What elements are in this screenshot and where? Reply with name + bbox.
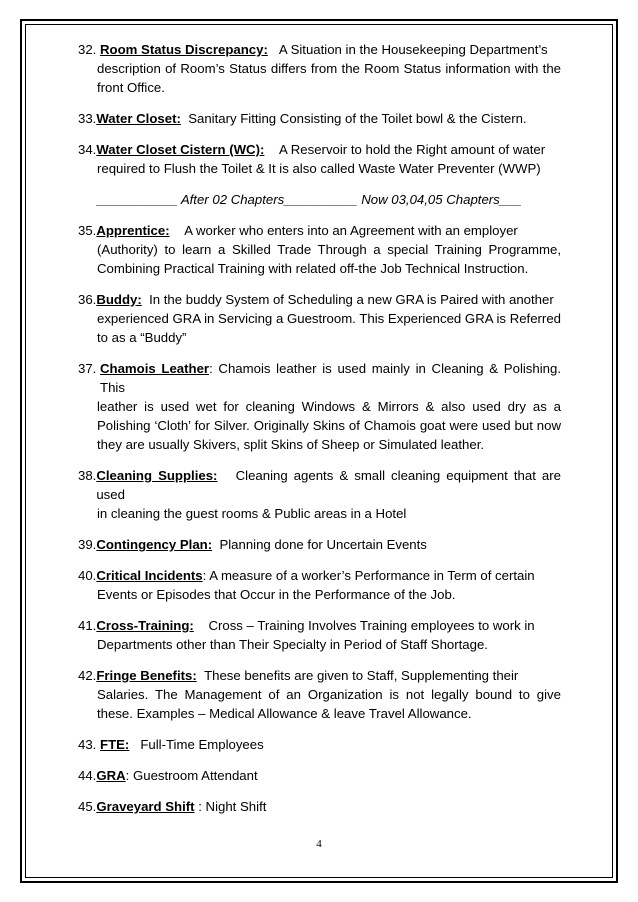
entry-definition-start: Full-Time Employees xyxy=(140,737,264,752)
entry-term: Fringe Benefits: xyxy=(96,668,197,683)
entry-number: 42. xyxy=(78,668,97,683)
entry-term: Chamois Leather xyxy=(100,361,210,376)
entry-definition-continued: in cleaning the guest rooms & Public areas in a Hotel xyxy=(97,506,407,521)
entry-term: Water Closet: xyxy=(96,111,181,126)
glossary-entry-34 xyxy=(78,140,561,178)
glossary-entry-43 xyxy=(78,735,561,754)
entry-number: 34. xyxy=(78,142,97,157)
entry-number: 38. xyxy=(78,468,97,483)
glossary-entry-44 xyxy=(78,766,561,785)
glossary-entry-42 xyxy=(78,666,561,723)
entry-definition-continued: required to Flush the Toilet & It is also called Waste Water Preventer (WWP) xyxy=(97,161,541,176)
entry-number: 40. xyxy=(78,568,97,583)
entry-definition-start: : Night Shift xyxy=(198,799,267,814)
entry-definition-start: : A measure of a worker’s Performance in Term of certain xyxy=(202,568,535,583)
entry-number: 35. xyxy=(78,223,97,238)
entry-definition-start: Cleaning agents & small cleaning equipment that are used xyxy=(96,468,561,502)
entry-definition-start: Planning done for Uncertain Events xyxy=(219,537,427,552)
entry-definition-start: Cross – Training Involves Training employees to work in xyxy=(208,618,535,633)
entry-definition-start: Sanitary Fitting Consisting of the Toilet bowl & the Cistern. xyxy=(188,111,527,126)
entry-term: Water Closet Cistern (WC): xyxy=(96,142,265,157)
entry-term: Room Status Discrepancy: xyxy=(100,42,268,57)
entry-definition-start: A worker who enters into an Agreement with an employer xyxy=(184,223,518,238)
entry-term: Buddy: xyxy=(96,292,142,307)
entry-definition-start: : Chamois leather is used mainly in Cleaning & Polishing. This xyxy=(100,361,561,395)
entry-number: 36. xyxy=(78,292,97,307)
entry-definition-start: A Situation in the Housekeeping Department’s xyxy=(278,42,548,57)
entry-term: Contingency Plan: xyxy=(96,537,213,552)
entry-number: 43. xyxy=(78,737,97,752)
glossary-entry-45 xyxy=(78,797,561,816)
entry-number: 32. xyxy=(78,42,97,57)
glossary-content xyxy=(78,40,561,816)
page-number: 4 xyxy=(316,838,322,850)
entry-term: FTE: xyxy=(100,737,130,752)
entry-term: Apprentice: xyxy=(96,223,170,238)
glossary-entry-41 xyxy=(78,616,561,654)
entry-definition-continued: Events or Episodes that Occur in the Performance of the Job. xyxy=(97,587,456,602)
entry-definition-continued: experienced GRA in Servicing a Guestroom. This Experienced GRA is Referred to as a “Buddy” xyxy=(97,311,561,345)
entry-term: GRA xyxy=(96,768,126,783)
glossary-entry-33 xyxy=(78,109,561,128)
glossary-entry-35 xyxy=(78,221,561,278)
chapter-note: ___________ After 02 Chapters__________ Now 03,04,05 Chapters___ xyxy=(97,192,522,207)
entry-definition-continued: leather is used wet for cleaning Windows & Mirrors & also used dry as a Polishing ‘Cloth’ for Silver. Originally Skins of Chamois goat were used but now they are usually Skivers, split Skins of Sheep or Simulated leather. xyxy=(97,399,561,452)
glossary-entry-37 xyxy=(78,359,561,454)
entry-number: 45. xyxy=(78,799,97,814)
entry-definition-continued: Departments other than Their Specialty in Period of Staff Shortage. xyxy=(97,637,488,652)
entry-definition-continued: (Authority) to learn a Skilled Trade Through a special Training Programme, Combining Practical Training with related off-the Job Technical Instruction. xyxy=(97,242,561,276)
entry-number: 37. xyxy=(78,361,97,376)
entry-number: 41. xyxy=(78,618,97,633)
entry-number: 44. xyxy=(78,768,97,783)
glossary-entry-40 xyxy=(78,566,561,604)
entry-definition-continued: Salaries. The Management of an Organization is not legally bound to give these. Examples – Medical Allowance & leave Travel Allowance. xyxy=(97,687,561,721)
glossary-entry-36 xyxy=(78,290,561,347)
entry-term: Graveyard Shift xyxy=(96,799,195,814)
entry-number: 39. xyxy=(78,537,97,552)
glossary-entry-39 xyxy=(78,535,561,554)
entry-definition-start: A Reservoir to hold the Right amount of water xyxy=(279,142,546,157)
entry-definition-start: : Guestroom Attendant xyxy=(125,768,258,783)
entry-term: Cross-Training: xyxy=(96,618,194,633)
glossary-entry-32 xyxy=(78,40,561,97)
glossary-entry-38 xyxy=(78,466,561,523)
entry-definition-start: These benefits are given to Staff, Supplementing their xyxy=(204,668,519,683)
entry-number: 33. xyxy=(78,111,97,126)
entry-term: Cleaning Supplies: xyxy=(96,468,218,483)
entry-term: Critical Incidents xyxy=(96,568,203,583)
entry-definition-start: In the buddy System of Scheduling a new GRA is Paired with another xyxy=(149,292,554,307)
entry-definition-continued: description of Room’s Status differs from the Room Status information with the front Office. xyxy=(97,61,561,95)
